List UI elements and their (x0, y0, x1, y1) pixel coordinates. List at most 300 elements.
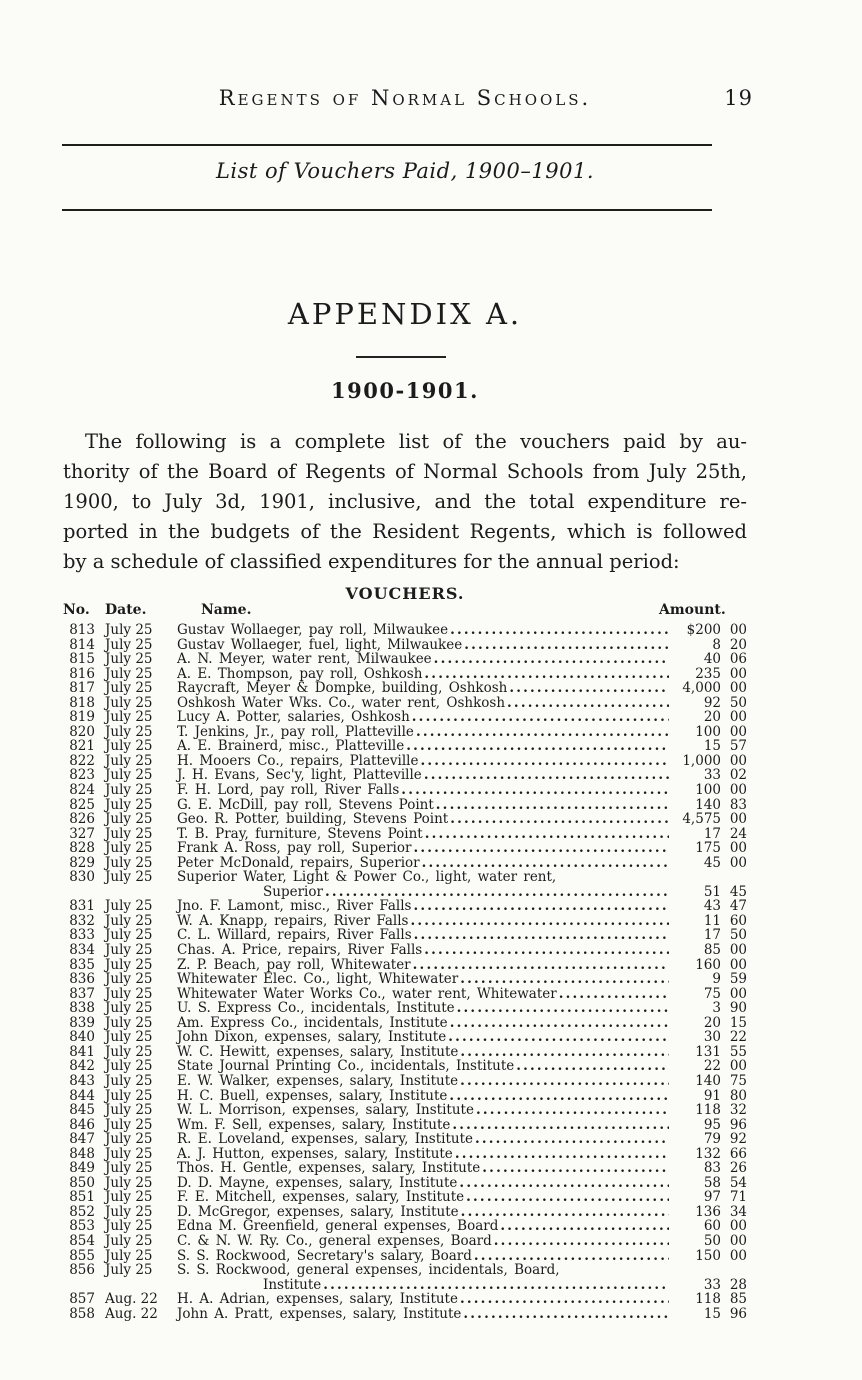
voucher-date: July 25 (105, 912, 153, 929)
voucher-amount-cents: 71 (729, 1189, 747, 1206)
voucher-date: July 25 (105, 898, 153, 915)
voucher-no: 858 (69, 1305, 95, 1322)
voucher-amount-dollars: 33 (703, 1276, 721, 1293)
voucher-no: 831 (69, 898, 95, 915)
table-row (63, 1089, 747, 1104)
voucher-amount-dollars: 43 (703, 898, 721, 915)
voucher-name: W. L. Morrison, expenses, salary, Institute (177, 1102, 474, 1119)
voucher-no: 852 (69, 1203, 95, 1220)
table-row (63, 928, 747, 943)
voucher-amount-cents: 59 (729, 971, 747, 988)
voucher-no: 840 (69, 1029, 95, 1046)
voucher-amount-dollars: 58 (703, 1174, 721, 1191)
voucher-amount-cents: 06 (729, 651, 747, 668)
voucher-amount-cents: 83 (729, 796, 747, 813)
voucher-amount-cents: 00 (729, 752, 747, 769)
voucher-no: 834 (69, 942, 95, 959)
voucher-no: 857 (69, 1291, 95, 1308)
voucher-amount-dollars: 91 (703, 1087, 721, 1104)
voucher-amount-dollars: 4,000 (682, 680, 721, 697)
voucher-no: 829 (69, 854, 95, 871)
voucher-no: 848 (69, 1145, 95, 1162)
dot-leader (434, 798, 669, 813)
voucher-no (63, 1278, 95, 1293)
voucher-date: July 25 (105, 1203, 153, 1220)
table-row (63, 1263, 747, 1278)
voucher-date: July 25 (105, 796, 153, 813)
table-row (63, 768, 747, 783)
dot-leader (446, 1030, 669, 1045)
table-row (63, 1205, 747, 1220)
voucher-amount-cents: 32 (729, 1102, 747, 1119)
voucher-name: A. E. Thompson, pay roll, Oshkosh (177, 665, 423, 682)
table-row (63, 1307, 747, 1322)
voucher-amount-dollars: 131 (695, 1043, 721, 1060)
voucher-amount-dollars: 45 (703, 854, 721, 871)
voucher-name: H. A. Adrian, expenses, salary, Institute (177, 1291, 458, 1308)
voucher-name: G. E. McDill, pay roll, Stevens Point (177, 796, 434, 813)
voucher-amount-dollars: 83 (703, 1160, 721, 1177)
table-row (63, 841, 747, 856)
voucher-no: 836 (69, 971, 95, 988)
voucher-name: State Journal Printing Co., incidentals, Institute (177, 1058, 515, 1075)
dot-leader (458, 1074, 669, 1089)
voucher-no: 837 (69, 985, 95, 1002)
voucher-no: 838 (69, 1000, 95, 1017)
voucher-date: July 25 (105, 1218, 153, 1235)
table-row (63, 1118, 747, 1133)
dot-leader (455, 1001, 669, 1016)
voucher-amount-dollars: 30 (703, 1029, 721, 1046)
voucher-no: 833 (69, 927, 95, 944)
voucher-amount-cents: 85 (729, 1291, 747, 1308)
voucher-no: 828 (69, 840, 95, 857)
voucher-amount-dollars: 95 (703, 1116, 721, 1133)
voucher-date: July 25 (105, 738, 153, 755)
table-row (63, 827, 747, 842)
voucher-date: July 25 (105, 869, 153, 886)
voucher-amount-dollars: 50 (703, 1232, 721, 1249)
voucher-date: July 25 (105, 1102, 153, 1119)
table-row (63, 1161, 747, 1176)
dot-leader (498, 1219, 669, 1234)
voucher-name: A. N. Meyer, water rent, Milwaukee (177, 651, 432, 668)
voucher-amount-dollars: 235 (695, 665, 721, 682)
voucher-amount-cents: 60 (729, 912, 747, 929)
voucher-amount-dollars: 150 (695, 1247, 721, 1264)
voucher-amount-cents: 57 (729, 738, 747, 755)
voucher-amount-cents: 24 (729, 825, 747, 842)
table-row (63, 1234, 747, 1249)
dot-leader (323, 885, 669, 900)
voucher-date: July 25 (105, 665, 153, 682)
voucher-name: D. D. Mayne, expenses, salary, Institute (177, 1174, 458, 1191)
voucher-amount-dollars: 22 (703, 1058, 721, 1075)
voucher-amount-cents: 66 (729, 1145, 747, 1162)
voucher-date: July 25 (105, 1131, 153, 1148)
dot-leader (410, 710, 669, 725)
dot-leader (505, 696, 669, 711)
dot-leader (462, 638, 669, 653)
page-number: 19 (724, 86, 753, 110)
voucher-date (105, 885, 163, 900)
voucher-amount-dollars (669, 1263, 721, 1278)
voucher-amount-cents: 00 (729, 1218, 747, 1235)
table-row (63, 652, 747, 667)
voucher-no: 846 (69, 1116, 95, 1133)
table-row (63, 1219, 747, 1234)
table-row (63, 1132, 747, 1147)
voucher-name: John Dixon, expenses, salary, Institute (177, 1029, 447, 1046)
voucher-amount-cents: 20 (729, 636, 747, 653)
voucher-no: 815 (69, 651, 95, 668)
column-header-no: No. (63, 602, 90, 618)
voucher-name: Superior Water, Light & Power Co., light, water rent, (177, 869, 557, 886)
voucher-name: E. W. Walker, expenses, salary, Institute (177, 1072, 459, 1089)
voucher-name: W. A. Knapp, repairs, River Falls (177, 912, 409, 929)
period-heading: 1900-1901. (331, 378, 479, 403)
dot-leader (422, 943, 669, 958)
voucher-no: 842 (69, 1058, 95, 1075)
voucher-amount-dollars: 175 (695, 840, 721, 857)
voucher-name: Edna M. Greenfield, general expenses, Board (177, 1218, 499, 1235)
voucher-date: July 25 (105, 1160, 153, 1177)
voucher-no: 850 (69, 1174, 95, 1191)
voucher-amount-dollars: 60 (703, 1218, 721, 1235)
voucher-amount-dollars: 160 (695, 956, 721, 973)
voucher-date: July 25 (105, 811, 153, 828)
voucher-date: July 25 (105, 1087, 153, 1104)
table-row (63, 885, 747, 900)
voucher-no: 823 (69, 767, 95, 784)
voucher-amount-cents: 54 (729, 1174, 747, 1191)
voucher-name: D. McGregor, expenses, salary, Institute (177, 1203, 459, 1220)
voucher-no: 819 (69, 709, 95, 726)
intro-line: by a schedule of classified expenditures for the annual period: (63, 550, 680, 573)
table-row (63, 1045, 747, 1060)
voucher-amount-cents: 34 (729, 1203, 747, 1220)
voucher-name: Whitewater Water Works Co., water rent, Whitewater (177, 985, 557, 1002)
voucher-no: 816 (69, 665, 95, 682)
dot-leader (472, 1249, 669, 1264)
voucher-no: 855 (69, 1247, 95, 1264)
table-row (63, 870, 747, 885)
dot-leader (450, 1118, 669, 1133)
voucher-amount-cents: 92 (729, 1131, 747, 1148)
voucher-amount-dollars: 136 (695, 1203, 721, 1220)
voucher-name: Whitewater Elec. Co., light, Whitewater (177, 971, 459, 988)
voucher-name: Am. Express Co., incidentals, Institute (177, 1014, 448, 1031)
table-row (63, 914, 747, 929)
voucher-amount-cents: 75 (729, 1072, 747, 1089)
voucher-date: July 25 (105, 1174, 153, 1191)
voucher-amount-cents: 00 (729, 1247, 747, 1264)
table-column-headers (63, 602, 747, 618)
voucher-amount-dollars: 20 (703, 1014, 721, 1031)
table-row (63, 856, 747, 871)
dot-leader (411, 958, 669, 973)
voucher-amount-cents: 00 (729, 811, 747, 828)
column-header-name: Name. (201, 602, 252, 618)
table-row (63, 943, 747, 958)
table-row (63, 1292, 747, 1307)
voucher-no (63, 885, 95, 900)
appendix-divider-rule (356, 356, 446, 358)
voucher-amount-dollars: 3 (712, 1000, 721, 1017)
table-row (63, 754, 747, 769)
dot-leader (461, 1307, 669, 1322)
voucher-amount-dollars: 97 (703, 1189, 721, 1206)
voucher-name: John A. Pratt, expenses, salary, Institute (177, 1305, 462, 1322)
voucher-amount-cents: 26 (729, 1160, 747, 1177)
voucher-date: July 25 (105, 1116, 153, 1133)
voucher-amount-cents: 00 (729, 782, 747, 799)
dot-leader (560, 1263, 669, 1278)
voucher-no: 853 (69, 1218, 95, 1235)
voucher-amount-dollars: 4,575 (682, 811, 721, 828)
table-row (63, 812, 747, 827)
dot-leader (432, 652, 669, 667)
table-title: VOUCHERS. (345, 584, 465, 603)
voucher-amount-cents: 96 (729, 1305, 747, 1322)
running-header-title: Regents of Normal Schools. (218, 86, 592, 110)
voucher-amount-cents: 96 (729, 1116, 747, 1133)
column-header-amount: Amount. (659, 602, 726, 618)
voucher-no: 849 (69, 1160, 95, 1177)
voucher-no: 327 (69, 825, 95, 842)
voucher-amount-cents: 22 (729, 1029, 747, 1046)
voucher-no: 839 (69, 1014, 95, 1031)
dot-leader (422, 768, 669, 783)
dot-leader (414, 725, 669, 740)
dot-leader (412, 928, 669, 943)
voucher-name: Frank A. Ross, pay roll, Superior (177, 840, 412, 857)
voucher-date: July 25 (105, 942, 153, 959)
voucher-no: 835 (69, 956, 95, 973)
voucher-date: July 25 (105, 709, 153, 726)
dot-leader (411, 841, 669, 856)
table-row (63, 1147, 747, 1162)
voucher-name: Superior (263, 883, 323, 900)
voucher-date: July 25 (105, 723, 153, 740)
voucher-amount-cents: 00 (729, 840, 747, 857)
table-row (63, 783, 747, 798)
voucher-name: Thos. H. Gentle, expenses, salary, Institute (177, 1160, 481, 1177)
dot-leader (447, 1089, 669, 1104)
voucher-date: July 25 (105, 1058, 153, 1075)
voucher-date: July 25 (105, 622, 153, 638)
voucher-no: 825 (69, 796, 95, 813)
voucher-date: July 25 (105, 1043, 153, 1060)
voucher-date: July 25 (105, 1072, 153, 1089)
voucher-no: 820 (69, 723, 95, 740)
voucher-no: 821 (69, 738, 95, 755)
table-row (63, 638, 747, 653)
voucher-amount-cents: 02 (729, 767, 747, 784)
voucher-no: 813 (69, 622, 95, 638)
voucher-amount-cents: 00 (729, 665, 747, 682)
voucher-no: 841 (69, 1043, 95, 1060)
intro-line: The following is a complete list of the vouchers paid by au- (85, 430, 747, 453)
voucher-name: Chas. A. Price, repairs, River Falls (177, 942, 423, 959)
voucher-amount-dollars: 15 (703, 738, 721, 755)
voucher-amount-cents: 47 (729, 898, 747, 915)
voucher-no: 817 (69, 680, 95, 697)
intro-line: ported in the budgets of the Resident Regents, which is followed (63, 520, 747, 543)
dot-leader (557, 987, 669, 1002)
voucher-name: Gustav Wollaeger, pay roll, Milwaukee (177, 622, 449, 638)
dot-leader (473, 1132, 669, 1147)
voucher-amount-dollars: 100 (695, 782, 721, 799)
dot-leader (507, 681, 669, 696)
voucher-name: F. E. Mitchell, expenses, salary, Institute (177, 1189, 465, 1206)
table-row (63, 1016, 747, 1031)
voucher-name: Peter McDonald, repairs, Superior (177, 854, 420, 871)
voucher-no: 832 (69, 912, 95, 929)
voucher-amount-dollars: 140 (695, 796, 721, 813)
dot-leader (514, 1059, 669, 1074)
dot-leader (453, 1147, 669, 1162)
voucher-name: F. H. Lord, pay roll, River Falls (177, 782, 400, 799)
voucher-amount-dollars: 51 (703, 883, 721, 900)
table-row (63, 1103, 747, 1118)
voucher-amount-cents: 55 (729, 1043, 747, 1060)
appendix-heading: APPENDIX A. (287, 297, 523, 331)
voucher-amount-dollars: 140 (695, 1072, 721, 1089)
dot-leader (480, 1161, 669, 1176)
dot-leader (448, 1016, 669, 1031)
voucher-date: July 25 (105, 1262, 153, 1279)
voucher-name: J. H. Evans, Sec'y, light, Platteville (177, 767, 422, 784)
document-subtitle: List of Vouchers Paid, 1900–1901. (215, 159, 595, 183)
table-row (63, 1190, 747, 1205)
voucher-name: R. E. Loveland, expenses, salary, Institute (177, 1131, 473, 1148)
dot-leader (422, 667, 669, 682)
dot-leader (411, 899, 669, 914)
dot-leader (457, 1176, 669, 1191)
voucher-amount-dollars: 9 (712, 971, 721, 988)
table-row (63, 1059, 747, 1074)
voucher-name: S. S. Rockwood, Secretary's salary, Board (177, 1247, 472, 1264)
voucher-amount-cents: 00 (729, 1232, 747, 1249)
voucher-no: 847 (69, 1131, 95, 1148)
voucher-amount-dollars: $200 (686, 622, 721, 638)
voucher-amount-dollars: 85 (703, 942, 721, 959)
voucher-no: 826 (69, 811, 95, 828)
voucher-date: July 25 (105, 680, 153, 697)
voucher-name: S. S. Rockwood, general expenses, incidentals, Board, (177, 1262, 560, 1279)
voucher-name: Wm. F. Sell, expenses, salary, Institute (177, 1116, 451, 1133)
voucher-date: July 25 (105, 825, 153, 842)
voucher-no: 845 (69, 1102, 95, 1119)
table-row (63, 710, 747, 725)
voucher-date: Aug. 22 (105, 1305, 158, 1322)
table-row (63, 1278, 747, 1293)
voucher-date: July 25 (105, 767, 153, 784)
voucher-name: C. & N. W. Ry. Co., general expenses, Board (177, 1232, 492, 1249)
voucher-date: July 25 (105, 782, 153, 799)
voucher-name: H. Mooers Co., repairs, Platteville (177, 752, 419, 769)
voucher-name: H. C. Buell, expenses, salary, Institute (177, 1087, 448, 1104)
voucher-name: Oshkosh Water Wks. Co., water rent, Oshkosh (177, 694, 506, 711)
voucher-name: Geo. R. Potter, building, Stevens Point (177, 811, 449, 828)
voucher-date: July 25 (105, 1014, 153, 1031)
voucher-date: July 25 (105, 1145, 153, 1162)
dot-leader (418, 754, 669, 769)
voucher-date: July 25 (105, 1000, 153, 1017)
table-row (63, 899, 747, 914)
voucher-amount-dollars: 15 (703, 1305, 721, 1322)
table-row (63, 1001, 747, 1016)
voucher-name: U. S. Express Co., incidentals, Institute (177, 1000, 455, 1017)
running-header (63, 86, 753, 116)
voucher-no: 844 (69, 1087, 95, 1104)
voucher-amount-dollars: 92 (703, 694, 721, 711)
voucher-date: July 25 (105, 1189, 153, 1206)
voucher-no: 824 (69, 782, 95, 799)
voucher-date: July 25 (105, 752, 153, 769)
voucher-amount-cents: 90 (729, 1000, 747, 1017)
table-row (63, 1249, 747, 1264)
voucher-amount-cents: 50 (729, 927, 747, 944)
scan-noise-speckles (0, 0, 2, 2)
voucher-date (105, 1278, 163, 1293)
voucher-amount-cents (721, 1263, 747, 1278)
table-row (63, 1176, 747, 1191)
dot-leader (404, 739, 669, 754)
table-row (63, 696, 747, 711)
voucher-amount-cents: 00 (729, 985, 747, 1002)
dot-leader (556, 870, 669, 885)
voucher-amount-cents: 45 (729, 883, 747, 900)
voucher-date: Aug. 22 (105, 1291, 158, 1308)
voucher-name: Raycraft, Meyer & Dompke, building, Oshkosh (177, 680, 508, 697)
table-row (63, 958, 747, 973)
voucher-amount-cents: 00 (729, 622, 747, 638)
voucher-amount-dollars: 17 (703, 825, 721, 842)
voucher-name: Institute (263, 1276, 322, 1293)
horizontal-rule-bottom (62, 209, 712, 211)
dot-leader (458, 1292, 669, 1307)
dot-leader (399, 783, 669, 798)
voucher-amount-dollars (669, 870, 721, 885)
voucher-name: T. Jenkins, Jr., pay roll, Platteville (177, 723, 414, 740)
voucher-amount-dollars: 11 (703, 912, 721, 929)
dot-leader (458, 972, 669, 987)
voucher-amount-dollars: 17 (703, 927, 721, 944)
dot-leader (474, 1103, 669, 1118)
horizontal-rule-top (62, 144, 712, 146)
voucher-date: July 25 (105, 636, 153, 653)
voucher-amount-cents: 00 (729, 1058, 747, 1075)
voucher-date: July 25 (105, 854, 153, 871)
dot-leader (448, 812, 669, 827)
voucher-amount-dollars: 132 (695, 1145, 721, 1162)
voucher-amount-cents: 00 (729, 723, 747, 740)
table-row (63, 725, 747, 740)
voucher-date: July 25 (105, 840, 153, 857)
vouchers-table-body (63, 623, 747, 1321)
voucher-date: July 25 (105, 927, 153, 944)
voucher-amount-dollars: 1,000 (682, 752, 721, 769)
voucher-amount-cents (721, 870, 747, 885)
voucher-date: July 25 (105, 651, 153, 668)
voucher-name: W. C. Hewitt, expenses, salary, Institute (177, 1043, 459, 1060)
dot-leader (464, 1190, 669, 1205)
table-row (63, 798, 747, 813)
voucher-amount-cents: 00 (729, 709, 747, 726)
voucher-amount-dollars: 33 (703, 767, 721, 784)
